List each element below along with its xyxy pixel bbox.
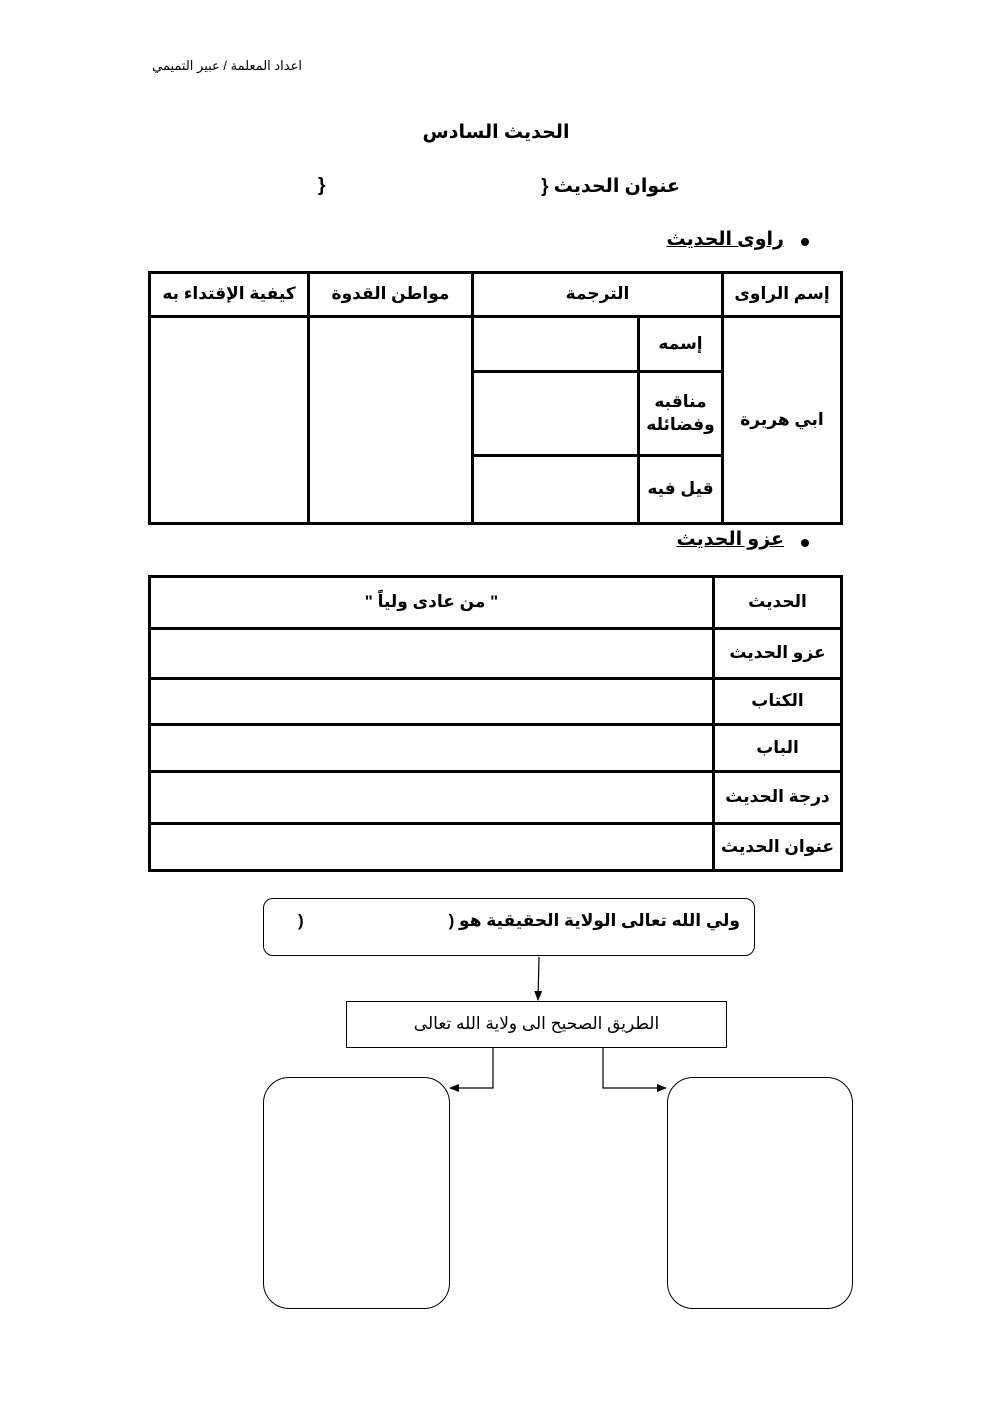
correct-path-box: الطريق الصحيح الى ولاية الله تعالى [346,1001,727,1048]
translation-row-label: إسمه [639,317,723,372]
column-header-translation: الترجمة [473,273,723,317]
attribution-row-value: " من عادى ولياً " [150,577,714,629]
attribution-row-label: عنوان الحديث [714,824,842,871]
right-answer-box[interactable] [667,1077,853,1309]
attribution-row-label: الكتاب [714,679,842,725]
translation-row-label: قيل فيه [639,456,723,524]
attribution-row-label: عزو الحديث [714,629,842,679]
page-title: الحديث السادس [422,122,570,143]
wali-definition-closing-paren: ) [298,911,304,930]
attribution-row-label: الباب [714,725,842,772]
arrow-left-icon [450,1048,493,1088]
narrator-name-cell: ابي هريرة [723,317,842,524]
hadith-title-label: عنوان الحديث { [541,176,680,197]
translation-row-label: مناقبه وفضائله [639,372,723,456]
hadith-title-closing-brace: } [318,175,326,196]
column-header-narrator-name: إسم الراوى [723,273,842,317]
column-header-role-model: مواطن القدوة [309,273,473,317]
left-answer-box[interactable] [263,1077,450,1309]
arrow-right-icon [603,1048,666,1088]
narrator-section-heading: راوى الحديث [666,229,784,250]
column-header-how-to-follow: كيفية الإقتداء به [150,273,309,317]
attribution-section-heading: عزو الحديث [676,529,784,550]
arrow-down-icon [538,957,539,1000]
attribution-row-label: درجة الحديث [714,772,842,824]
author-credit: اعداد المعلمة / عبير التميمي [152,58,302,73]
attribution-row-label: الحديث [714,577,842,629]
wali-definition-text: ولي الله تعالى الولاية الحقيقية هو ( [448,911,740,930]
